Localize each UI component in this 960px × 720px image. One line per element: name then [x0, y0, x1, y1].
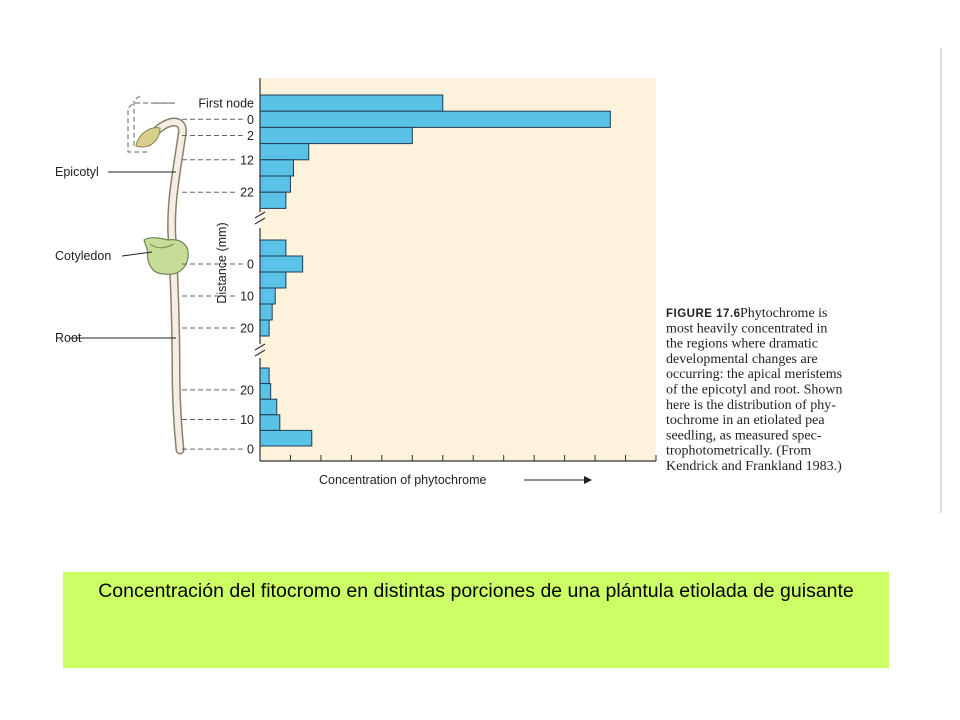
bar-cotyledon-2	[260, 272, 286, 288]
cotyledon-label: Cotyledon	[55, 249, 112, 263]
x-axis-label: Concentration of phytochrome	[319, 473, 487, 487]
bar-epicotyl-6	[260, 192, 286, 208]
bar-cotyledon-5	[260, 320, 269, 336]
spanish-caption-text: Concentración del fitocromo en distintas porciones de una plántula etiolada de guisante	[98, 580, 854, 602]
bar-root-4	[260, 430, 312, 446]
bar-cotyledon-3	[260, 288, 275, 304]
bar-root-1	[260, 384, 271, 400]
x-axis-arrow-head	[584, 476, 592, 484]
bar-epicotyl-3	[260, 144, 309, 160]
tick-label-root-2: 0	[247, 442, 254, 457]
pea-seedling-illustration	[55, 96, 188, 450]
cotyledon-shape	[144, 238, 188, 275]
vertical-divider	[940, 48, 942, 513]
bar-root-2	[260, 399, 277, 415]
tick-label-epicotyl-2: 2	[247, 129, 254, 143]
bar-epicotyl-5	[260, 176, 290, 192]
figure-caption-heading: FIGURE 17.6	[666, 308, 741, 320]
figure-caption-line-5: of the epicotyl and root. Shown	[666, 382, 843, 398]
tick-label-epicotyl-0: First node	[198, 96, 254, 111]
tick-label-root-1: 10	[240, 412, 254, 427]
distance-leaders	[154, 103, 243, 449]
bar-cotyledon-4	[260, 304, 272, 320]
figure-caption-line-10: Kendrick and Frankland 1983.)	[666, 459, 842, 474]
bar-root-0	[260, 368, 269, 384]
bar-root-3	[260, 415, 280, 431]
figure-caption-line-7: tochrome in an etiolated pea	[666, 413, 825, 429]
bar-epicotyl-0	[260, 95, 443, 111]
bar-epicotyl-4	[260, 160, 294, 176]
tick-label-epicotyl-3: 12	[240, 153, 254, 168]
figure-caption	[666, 306, 843, 474]
figure-caption-line-6: here is the distribution of phy-	[666, 397, 836, 413]
figure-caption-line-4: occurring: the apical meristems	[666, 367, 843, 383]
epicotyl-tip	[136, 128, 160, 147]
bar-epicotyl-1	[260, 111, 610, 127]
figure-caption-line-2: the regions where dramatic	[666, 336, 818, 352]
spanish-caption-box	[63, 572, 889, 668]
tick-label-root-0: 20	[240, 383, 254, 398]
bar-cotyledon-0	[260, 240, 286, 256]
bar-cotyledon-1	[260, 256, 303, 272]
figure-caption-line-8: seedling, as measured spec-	[666, 428, 822, 444]
root-label: Root	[55, 331, 82, 345]
epicotyl-label: Epicotyl	[55, 165, 99, 179]
figure-caption-line-3: developmental changes are	[666, 351, 818, 367]
tick-label-epicotyl-4: 22	[240, 185, 254, 200]
figure-caption-line-1: most heavily concentrated in	[666, 321, 828, 337]
tick-label-cotyledon-0: 0	[247, 257, 254, 272]
figure-caption-line-0: Phytochrome is	[740, 306, 828, 321]
figure-caption-line-9: trophotometrically. (From	[666, 443, 812, 459]
y-axis-label: Distance (mm)	[215, 222, 229, 304]
bar-epicotyl-2	[260, 127, 412, 143]
tick-label-epicotyl-1: 0	[247, 112, 254, 127]
tick-label-cotyledon-2: 20	[240, 321, 254, 336]
tick-label-cotyledon-1: 10	[240, 289, 254, 304]
